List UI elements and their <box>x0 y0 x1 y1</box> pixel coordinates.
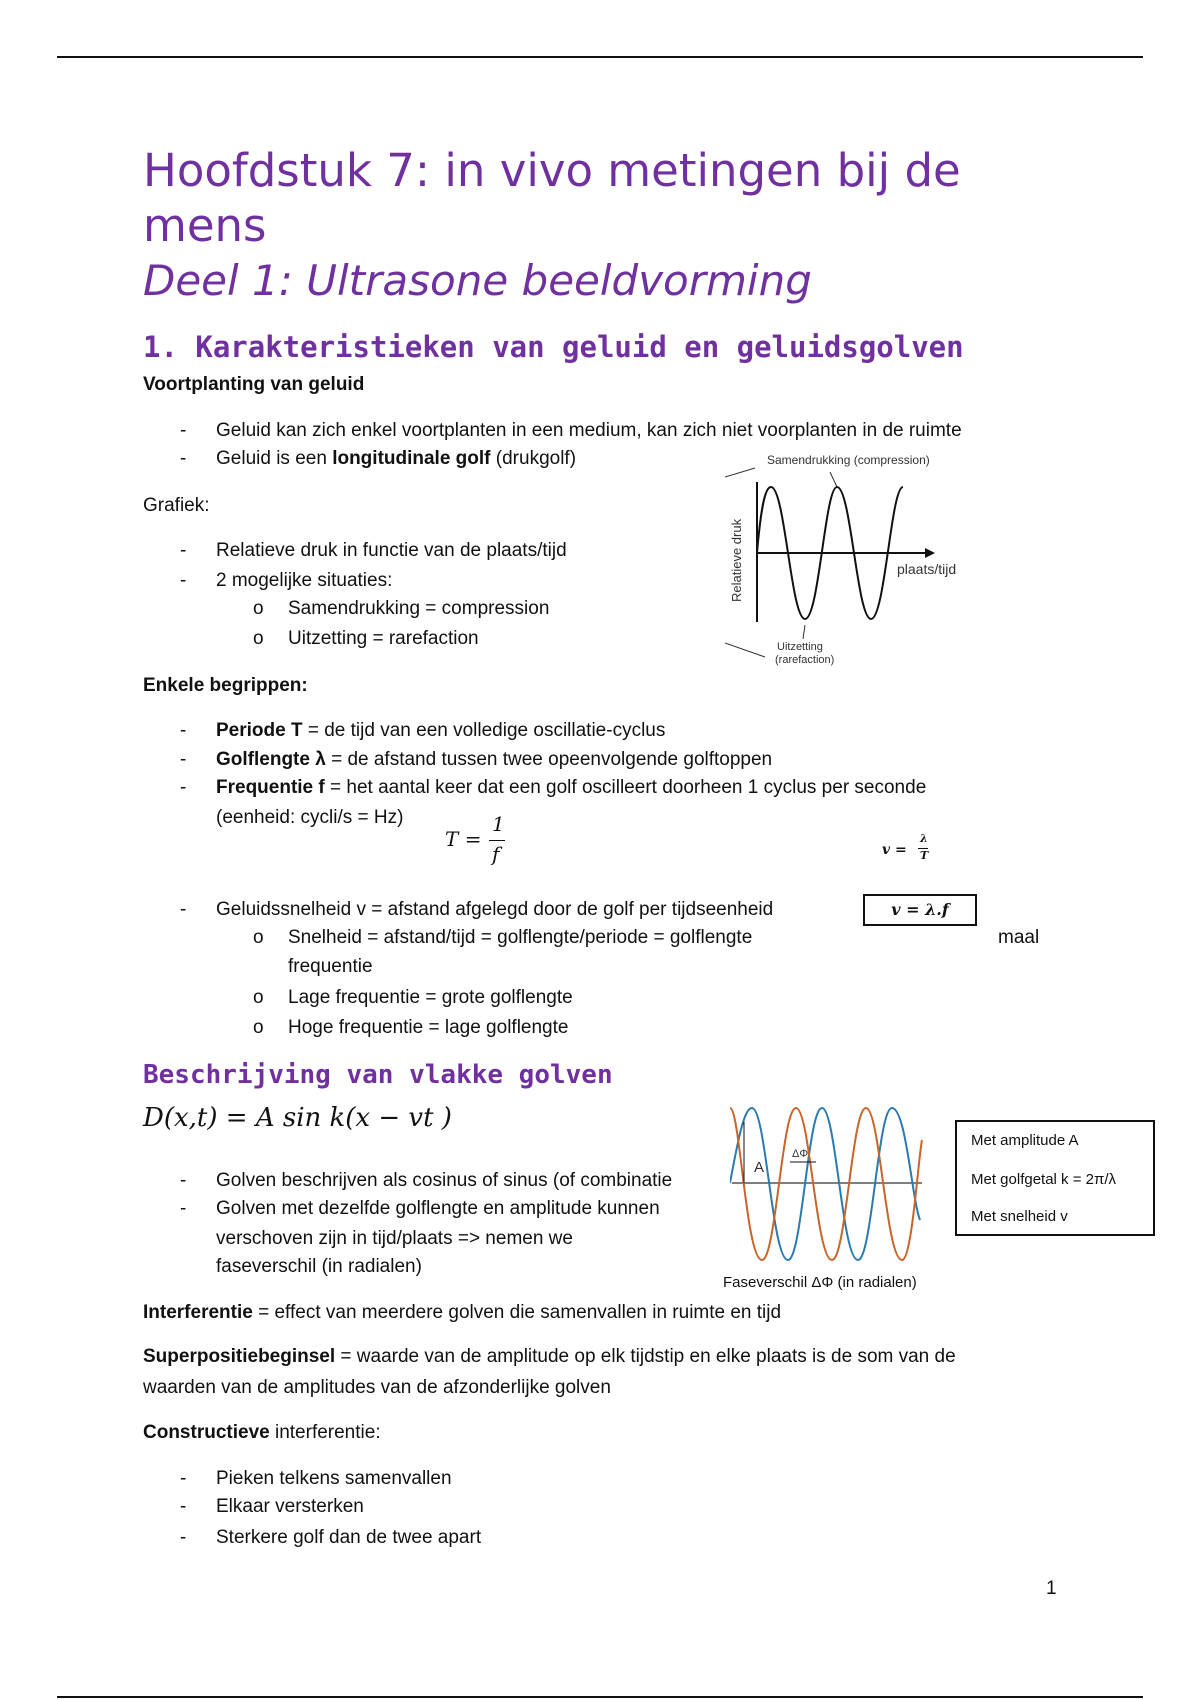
sub-list-item: o Hoge frequentie = lage golflengte <box>288 1017 568 1039</box>
term: Constructieve <box>143 1422 270 1443</box>
longitudinal-term: longitudinale golf <box>332 448 491 469</box>
fraction-bar <box>489 840 505 841</box>
formula-numerator: 1 <box>492 812 505 836</box>
text: (drukgolf) <box>490 448 577 469</box>
page-subtitle: Deel 1: Ultrasone beeldvorming <box>143 256 812 305</box>
section-2-heading: Beschrijving van vlakke golven <box>143 1060 613 1090</box>
legend-box <box>955 1120 1155 1236</box>
sub-list-item: o Snelheid = afstand/tijd = golflengte/periode = golflengte <box>288 927 752 949</box>
list-item: - Relatieve druk in functie van de plaats/tijd <box>216 540 567 562</box>
list-item-continuation: verschoven zijn in tijd/plaats => nemen we <box>216 1228 573 1249</box>
sub-list-item: o Uitzetting = rarefaction <box>288 628 479 650</box>
top-rule <box>57 56 1143 58</box>
rarefaction-label-sub: (rarefaction) <box>775 654 835 666</box>
amplitude-label: A <box>754 1159 765 1176</box>
list-item <box>216 720 665 742</box>
list-item-continuation: (eenheid: cycli/s = Hz) <box>216 807 404 828</box>
superposition-definition <box>143 1346 956 1368</box>
list-item <box>216 749 772 771</box>
list-item: - Geluid kan zich enkel voortplanten in een medium, kan zich niet voorplanten in de ruimte <box>216 420 962 442</box>
x-axis-label: plaats/tijd <box>897 561 957 577</box>
page-number: 1 <box>1046 1578 1057 1599</box>
sub-list-item-maal: maal <box>998 927 1040 948</box>
phase-label: ΔΦ <box>792 1148 809 1160</box>
legend-amplitude: Met amplitude A <box>971 1132 1079 1149</box>
y-axis-label: Relatieve druk <box>729 518 744 602</box>
figure-caption: Faseverschil ΔΦ (in radialen) <box>723 1274 917 1291</box>
formula-numerator: λ <box>920 832 928 845</box>
text: interferentie: <box>269 1422 381 1443</box>
wave-equation: D(x,t) = A sin k(x − vt ) <box>143 1103 452 1133</box>
propagation-heading: Voortplanting van geluid <box>143 374 365 395</box>
formula-denominator: T <box>920 849 929 862</box>
definition: = het aantal keer dat een golf oscilleert doorheen 1 cyclus per seconde <box>324 777 927 798</box>
compression-arrow <box>830 472 837 487</box>
x-axis-arrowhead <box>925 548 935 558</box>
list-item: - Geluidssnelheid v = afstand afgelegd door de golf per tijdseenheid <box>216 899 773 921</box>
definition: = de afstand tussen twee opeenvolgende golftoppen <box>325 749 773 770</box>
title-line-1: Hoofdstuk 7: in vivo metingen bij de <box>143 144 961 197</box>
definition: = waarde van de amplitude op elk tijdstip en elke plaats is de som van de <box>335 1346 956 1367</box>
sub-list-item-continuation: frequentie <box>288 956 373 977</box>
list-item <box>216 777 926 799</box>
rarefaction-arrow <box>803 625 805 639</box>
list-item <box>216 448 576 470</box>
concepts-heading: Enkele begrippen: <box>143 675 308 696</box>
list-item: - 2 mogelijke situaties: <box>216 570 392 592</box>
speed-formula: v = λ.f <box>891 900 949 919</box>
list-item: - Sterkere golf dan de twee apart <box>216 1527 481 1549</box>
orange-wave <box>730 1108 922 1260</box>
list-item: - Pieken telkens samenvallen <box>216 1468 452 1490</box>
section-1-heading: 1. Karakteristieken van geluid en geluidsgolven <box>143 330 964 364</box>
compression-label: Samendrukking (compression) <box>767 453 930 467</box>
legend-velocity: Met snelheid v <box>971 1208 1068 1225</box>
definition: = effect van meerdere golven die samenvallen in ruimte en tijd <box>252 1302 782 1323</box>
superposition-continuation: waarden van de amplitudes van de afzonderlijke golven <box>143 1377 611 1398</box>
constructive-heading <box>143 1422 381 1444</box>
phase-shift-figure <box>730 1100 930 1270</box>
term: Golflengte λ <box>216 749 326 770</box>
text: Geluid is een <box>216 448 333 469</box>
term: Frequentie f <box>216 777 325 798</box>
definition: = de tijd van een volledige oscillatie-cyclus <box>302 720 666 741</box>
term: Interferentie <box>143 1302 253 1323</box>
title-line-2: mens <box>143 199 267 252</box>
formula-left: T = <box>445 827 482 851</box>
speed-formula-box <box>863 894 977 926</box>
interference-definition <box>143 1302 781 1324</box>
pressure-wave-figure <box>725 447 975 672</box>
page-title <box>143 143 961 253</box>
list-item: - Golven beschrijven als cosinus of sinus (of combinatie <box>216 1170 672 1192</box>
term: Superpositiebeginsel <box>143 1346 336 1367</box>
legend-wavenumber: Met golfgetal k = 2π/λ <box>971 1171 1117 1188</box>
compression-pointer <box>725 468 755 477</box>
formula-left: v = <box>882 842 907 858</box>
bottom-rule <box>57 1696 1143 1698</box>
list-item: - Elkaar versterken <box>216 1496 364 1518</box>
term: Periode T <box>216 720 303 741</box>
rarefaction-label: Uitzetting <box>777 641 823 653</box>
sub-list-item: o Lage frequentie = grote golflengte <box>288 987 573 1009</box>
sub-list-item: o Samendrukking = compression <box>288 598 549 620</box>
rarefaction-pointer <box>725 643 765 657</box>
list-item-continuation: faseverschil (in radialen) <box>216 1256 422 1277</box>
graph-label: Grafiek: <box>143 495 210 516</box>
formula-denominator: f <box>492 842 500 866</box>
list-item: - Golven met dezelfde golflengte en amplitude kunnen <box>216 1198 660 1220</box>
